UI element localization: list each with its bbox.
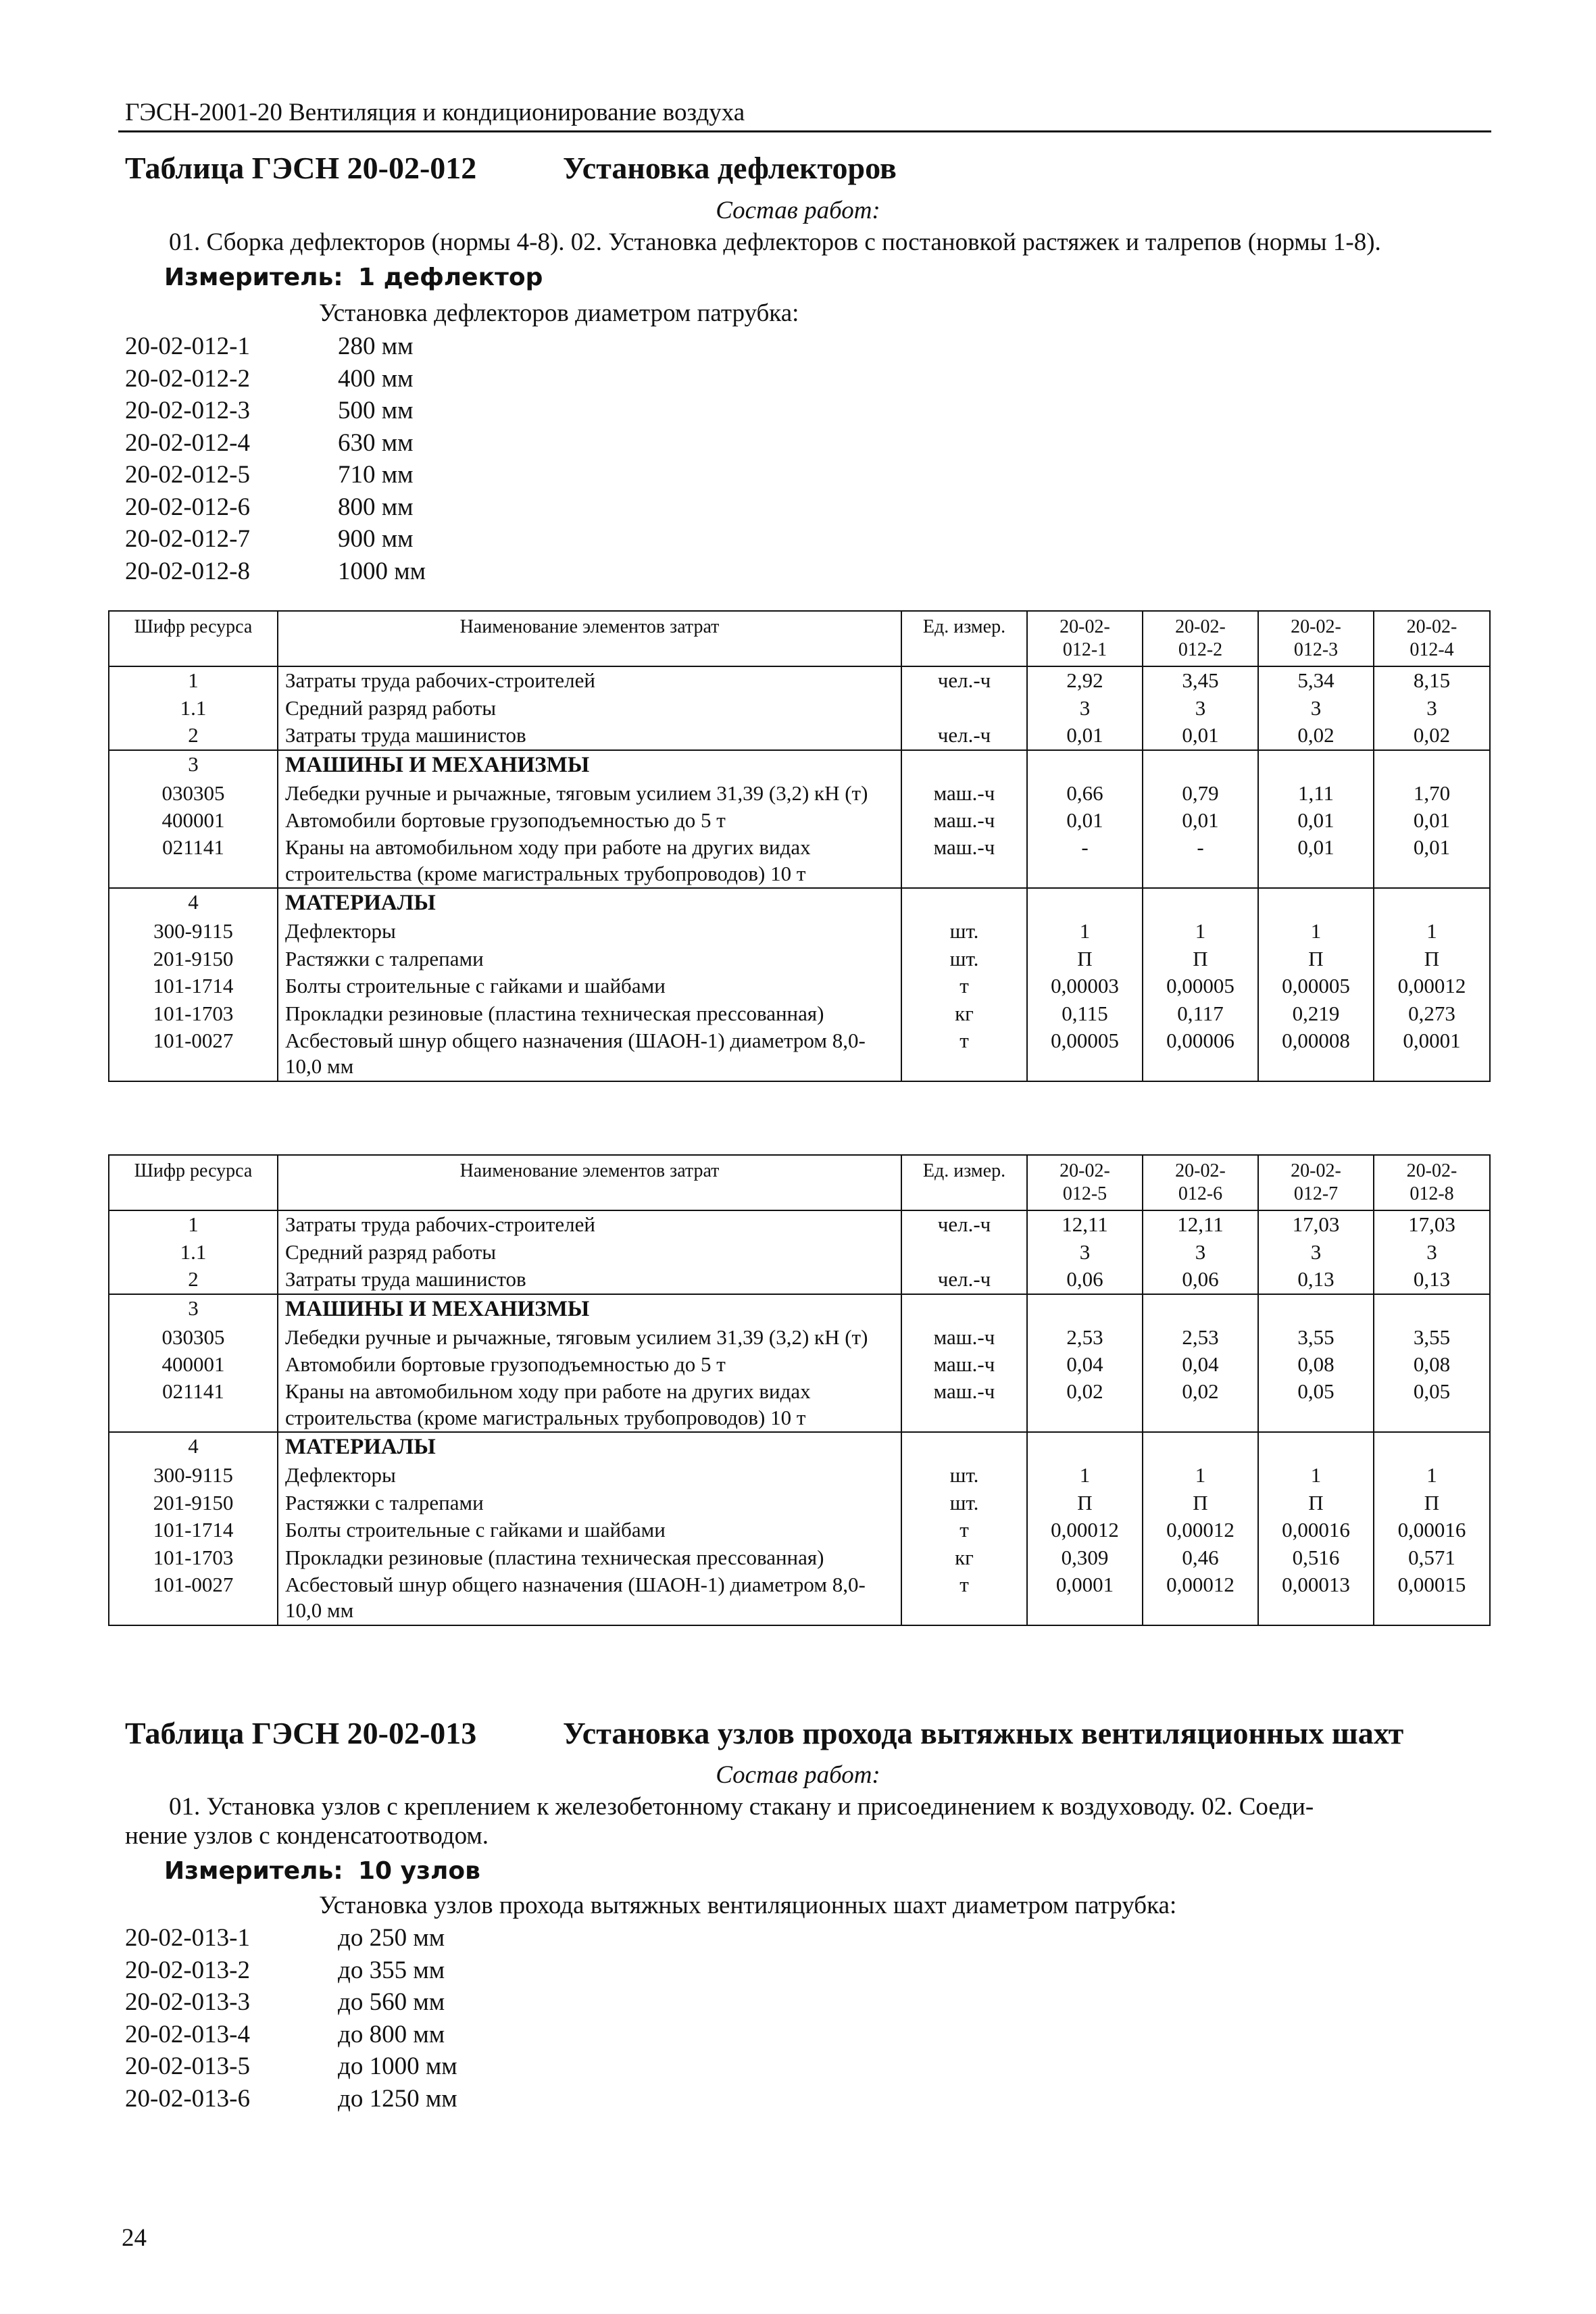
- norm-code: 20-02-012-7: [125, 525, 250, 553]
- work-caption-013: Состав работ:: [716, 1761, 880, 1789]
- cell-resource-name: Средний разряд работы: [278, 695, 901, 722]
- cell-value: 0,00012: [1143, 1517, 1258, 1544]
- table-title-013: Установка узлов прохода вытяжных вентиляционных шахт: [563, 1716, 1404, 1750]
- norm-code: 20-02-012-6: [125, 493, 250, 521]
- norm-size: до 250 мм: [338, 1924, 445, 1952]
- cell-value: 0,04: [1143, 1351, 1258, 1378]
- cell-value: П: [1143, 945, 1258, 973]
- cell-resource-code: 101-0027: [109, 1027, 278, 1081]
- cell-value: 0,66: [1027, 780, 1143, 807]
- cell-value: 1: [1374, 918, 1490, 945]
- col-header-norm-3: 20-02- 012-3: [1258, 611, 1374, 666]
- cell-value: 0,00005: [1027, 1027, 1143, 1081]
- cell-value: 3: [1143, 1239, 1258, 1266]
- cell-value: П: [1027, 1490, 1143, 1517]
- table-row: [109, 973, 1490, 1000]
- cell-value: 17,03: [1374, 1210, 1490, 1238]
- cell-unit: [901, 1432, 1027, 1462]
- table-row: [109, 807, 1490, 834]
- cell-value: 0,117: [1143, 1000, 1258, 1027]
- cell-value: 3: [1143, 695, 1258, 722]
- cell-unit: шт.: [901, 945, 1027, 973]
- cell-value: 0,00015: [1374, 1571, 1490, 1625]
- cell-value: 8,15: [1374, 666, 1490, 694]
- cell-resource-name: Затраты труда рабочих-строителей: [278, 1210, 901, 1238]
- cell-resource-code: 3: [109, 750, 278, 780]
- cell-value: [1374, 750, 1490, 780]
- cell-value: 12,11: [1143, 1210, 1258, 1238]
- norm-size: до 355 мм: [338, 1956, 445, 1984]
- cell-resource-code: 400001: [109, 807, 278, 834]
- cell-resource-code: 300-9115: [109, 1462, 278, 1489]
- cell-value: П: [1027, 945, 1143, 973]
- col-header-norm-2: 20-02- 012-6: [1143, 1155, 1258, 1210]
- cell-value: 3,55: [1374, 1324, 1490, 1351]
- cell-value: 0,01: [1374, 834, 1490, 888]
- cell-value: 3,55: [1258, 1324, 1374, 1351]
- norm-size: до 1000 мм: [338, 2052, 457, 2080]
- cell-value: 0,01: [1143, 807, 1258, 834]
- cell-value: 1: [1374, 1462, 1490, 1489]
- cell-value: 0,02: [1258, 722, 1374, 749]
- norm-code: 20-02-012-4: [125, 428, 250, 457]
- cell-unit: кг: [901, 1000, 1027, 1027]
- cell-value: 0,01: [1374, 807, 1490, 834]
- table-row: [109, 666, 1490, 694]
- cell-resource-code: 2: [109, 1266, 278, 1294]
- cell-resource-code: 400001: [109, 1351, 278, 1378]
- cell-unit: шт.: [901, 918, 1027, 945]
- cell-value: 0,00012: [1374, 973, 1490, 1000]
- table-row: [109, 1351, 1490, 1378]
- col-header-code: Шифр ресурса: [109, 1155, 278, 1210]
- cell-value: 0,516: [1258, 1544, 1374, 1571]
- cell-value: 0,08: [1258, 1351, 1374, 1378]
- cell-unit: маш.-ч: [901, 780, 1027, 807]
- cell-unit: маш.-ч: [901, 834, 1027, 888]
- table-row: [109, 1324, 1490, 1351]
- cell-value: П: [1374, 945, 1490, 973]
- work-caption-012: Состав работ:: [716, 197, 880, 224]
- cell-unit: кг: [901, 1544, 1027, 1571]
- cell-resource-name: Растяжки с талрепами: [278, 945, 901, 973]
- cell-value: 0,02: [1143, 1378, 1258, 1432]
- col-header-norm-1: 20-02- 012-5: [1027, 1155, 1143, 1210]
- col-header-norm-1: 20-02- 012-1: [1027, 611, 1143, 666]
- cell-value: 0,79: [1143, 780, 1258, 807]
- cell-resource-code: 3: [109, 1294, 278, 1324]
- col-header-norm-2: 20-02- 012-2: [1143, 611, 1258, 666]
- cell-value: 0,309: [1027, 1544, 1143, 1571]
- cell-value: 3: [1258, 695, 1374, 722]
- table-row: [109, 1027, 1490, 1081]
- norm-size: до 560 мм: [338, 1988, 445, 2016]
- cell-value: 1: [1258, 918, 1374, 945]
- norm-code: 20-02-013-6: [125, 2084, 250, 2113]
- cell-value: 0,00012: [1143, 1571, 1258, 1625]
- cell-value: 0,02: [1374, 722, 1490, 749]
- cell-resource-code: 101-1714: [109, 973, 278, 1000]
- cell-resource-name: Автомобили бортовые грузоподъемностью до 5 т: [278, 807, 901, 834]
- col-header-norm-3: 20-02- 012-7: [1258, 1155, 1374, 1210]
- cell-value: [1143, 1432, 1258, 1462]
- cell-resource-code: 1.1: [109, 695, 278, 722]
- cell-resource-name: Дефлекторы: [278, 1462, 901, 1489]
- norm-size: 800 мм: [338, 493, 414, 521]
- table-row: [109, 1266, 1490, 1294]
- cell-unit: маш.-ч: [901, 1324, 1027, 1351]
- work-text-013-line2: нение узлов с конденсатоотводом.: [125, 1822, 489, 1850]
- cell-value: П: [1374, 1490, 1490, 1517]
- table-row: [109, 834, 1490, 888]
- resource-table-a: [108, 610, 1491, 1082]
- cell-value: 12,11: [1027, 1210, 1143, 1238]
- col-header-code: Шифр ресурса: [109, 611, 278, 666]
- cell-value: 0,01: [1027, 807, 1143, 834]
- table-row: [109, 1000, 1490, 1027]
- cell-value: 0,04: [1027, 1351, 1143, 1378]
- norm-code: 20-02-013-5: [125, 2052, 250, 2080]
- norm-code: 20-02-012-3: [125, 397, 250, 424]
- norm-code: 20-02-012-5: [125, 461, 250, 489]
- cell-resource-name: Дефлекторы: [278, 918, 901, 945]
- cell-value: [1374, 1294, 1490, 1324]
- norm-code: 20-02-013-2: [125, 1956, 250, 1984]
- cell-resource-code: 4: [109, 888, 278, 918]
- table-label-013: Таблица ГЭСН 20-02-013: [125, 1716, 477, 1750]
- cell-resource-name: МАШИНЫ И МЕХАНИЗМЫ: [278, 750, 901, 780]
- cell-value: -: [1143, 834, 1258, 888]
- cell-value: 0,00016: [1374, 1517, 1490, 1544]
- cell-value: [1258, 1294, 1374, 1324]
- cell-resource-code: 4: [109, 1432, 278, 1462]
- cell-resource-name: Затраты труда машинистов: [278, 1266, 901, 1294]
- norm-size: 630 мм: [338, 428, 414, 457]
- table-row: [109, 945, 1490, 973]
- cell-resource-name: Затраты труда машинистов: [278, 722, 901, 749]
- cell-unit: [901, 1239, 1027, 1266]
- cell-value: [1374, 1432, 1490, 1462]
- cell-resource-code: 201-9150: [109, 945, 278, 973]
- cell-value: 0,00008: [1258, 1027, 1374, 1081]
- cell-unit: т: [901, 1027, 1027, 1081]
- cell-unit: [901, 750, 1027, 780]
- running-header: ГЭСН-2001-20 Вентиляция и кондиционирование воздуха: [125, 99, 745, 126]
- cell-value: 0,01: [1258, 807, 1374, 834]
- table-row: [109, 1462, 1490, 1489]
- cell-value: 2,92: [1027, 666, 1143, 694]
- table-row: [109, 1294, 1490, 1324]
- cell-resource-code: 030305: [109, 1324, 278, 1351]
- norm-code: 20-02-013-3: [125, 1988, 250, 2016]
- cell-value: [1143, 1294, 1258, 1324]
- cell-value: [1027, 750, 1143, 780]
- cell-unit: чел.-ч: [901, 1210, 1027, 1238]
- col-header-name: Наименование элементов затрат: [278, 1155, 901, 1210]
- cell-resource-code: 1: [109, 666, 278, 694]
- cell-resource-name: Болты строительные с гайками и шайбами: [278, 973, 901, 1000]
- cell-value: -: [1027, 834, 1143, 888]
- cell-value: 0,06: [1143, 1266, 1258, 1294]
- table-row: [109, 1239, 1490, 1266]
- norm-size: 710 мм: [338, 461, 414, 489]
- work-text-012: 01. Сборка дефлекторов (нормы 4-8). 02. Установка дефлекторов с постановкой растяжек и талрепов (нормы 1-8).: [169, 228, 1381, 256]
- cell-resource-name: Лебедки ручные и рычажные, тяговым усилием 31,39 (3,2) кН (т): [278, 1324, 901, 1351]
- cell-resource-name: Прокладки резиновые (пластина техническая прессованная): [278, 1544, 901, 1571]
- table-row: [109, 1571, 1490, 1625]
- cell-resource-code: 1.1: [109, 1239, 278, 1266]
- cell-value: 0,00006: [1143, 1027, 1258, 1081]
- cell-value: 2,53: [1027, 1324, 1143, 1351]
- cell-value: [1374, 888, 1490, 918]
- norm-size: 500 мм: [338, 397, 414, 424]
- cell-resource-name: Растяжки с талрепами: [278, 1490, 901, 1517]
- cell-resource-code: 101-1703: [109, 1000, 278, 1027]
- cell-value: 1,11: [1258, 780, 1374, 807]
- cell-value: 2,53: [1143, 1324, 1258, 1351]
- cell-value: 3,45: [1143, 666, 1258, 694]
- cell-unit: чел.-ч: [901, 722, 1027, 749]
- table-row: [109, 695, 1490, 722]
- cell-unit: маш.-ч: [901, 1351, 1027, 1378]
- cell-value: 0,08: [1374, 1351, 1490, 1378]
- table-row: [109, 1517, 1490, 1544]
- measure-value-013: 10 узлов: [358, 1857, 480, 1885]
- cell-value: 0,571: [1374, 1544, 1490, 1571]
- cell-value: 0,13: [1374, 1266, 1490, 1294]
- cell-value: 0,0001: [1374, 1027, 1490, 1081]
- norms-intro-012: Установка дефлекторов диаметром патрубка:: [319, 299, 799, 327]
- table-row: [109, 780, 1490, 807]
- cell-value: 1: [1258, 1462, 1374, 1489]
- cell-value: 0,01: [1258, 834, 1374, 888]
- cell-value: 0,00005: [1258, 973, 1374, 1000]
- cell-value: 0,01: [1027, 722, 1143, 749]
- cell-resource-code: 1: [109, 1210, 278, 1238]
- norm-size: 1000 мм: [338, 557, 426, 585]
- norm-size: 280 мм: [338, 333, 414, 360]
- cell-value: П: [1258, 1490, 1374, 1517]
- cell-value: 3: [1374, 695, 1490, 722]
- cell-value: 1: [1143, 1462, 1258, 1489]
- table-row: [109, 722, 1490, 749]
- cell-resource-name: Затраты труда рабочих-строителей: [278, 666, 901, 694]
- col-header-unit: Ед. измер.: [901, 1155, 1027, 1210]
- cell-unit: шт.: [901, 1462, 1027, 1489]
- cell-unit: [901, 888, 1027, 918]
- norm-code: 20-02-013-1: [125, 1924, 250, 1952]
- table-row: [109, 1490, 1490, 1517]
- norm-size-list-012: [338, 330, 426, 587]
- cell-value: 0,00013: [1258, 1571, 1374, 1625]
- norm-code: 20-02-012-1: [125, 333, 250, 360]
- cell-resource-name: Прокладки резиновые (пластина техническая прессованная): [278, 1000, 901, 1027]
- cell-value: 0,00003: [1027, 973, 1143, 1000]
- cell-value: 0,06: [1027, 1266, 1143, 1294]
- cell-unit: маш.-ч: [901, 1378, 1027, 1432]
- cell-unit: чел.-ч: [901, 666, 1027, 694]
- cell-value: [1027, 1294, 1143, 1324]
- cell-resource-name: МАТЕРИАЛЫ: [278, 888, 901, 918]
- measure-label-013: Измеритель:: [164, 1857, 343, 1885]
- cell-value: 0,0001: [1027, 1571, 1143, 1625]
- cell-resource-code: 300-9115: [109, 918, 278, 945]
- table-row: [109, 1210, 1490, 1238]
- cell-unit: чел.-ч: [901, 1266, 1027, 1294]
- cell-value: 0,115: [1027, 1000, 1143, 1027]
- cell-value: [1258, 750, 1374, 780]
- norm-size: 900 мм: [338, 525, 414, 553]
- cell-resource-code: 101-1703: [109, 1544, 278, 1571]
- cell-value: [1258, 1432, 1374, 1462]
- cell-value: 3: [1258, 1239, 1374, 1266]
- page-number: 24: [122, 2224, 147, 2252]
- cell-resource-code: 101-1714: [109, 1517, 278, 1544]
- cell-unit: [901, 1294, 1027, 1324]
- col-header-norm-4: 20-02- 012-4: [1374, 611, 1490, 666]
- cell-resource-name: Средний разряд работы: [278, 1239, 901, 1266]
- table-row: [109, 750, 1490, 780]
- cell-resource-name: Асбестовый шнур общего назначения (ШАОН-1) диаметром 8,0-10,0 мм: [278, 1027, 901, 1081]
- cell-value: 1,70: [1374, 780, 1490, 807]
- col-header-norm-4: 20-02- 012-8: [1374, 1155, 1490, 1210]
- cell-value: 1: [1027, 1462, 1143, 1489]
- cell-resource-name: Краны на автомобильном ходу при работе на других видах строительства (кроме магистральных трубопроводов) 10 т: [278, 834, 901, 888]
- cell-resource-code: 101-0027: [109, 1571, 278, 1625]
- table-title-012: Установка дефлекторов: [563, 151, 897, 185]
- norm-code-list-013: [125, 1922, 250, 2115]
- cell-value: 0,02: [1027, 1378, 1143, 1432]
- cell-value: 0,00005: [1143, 973, 1258, 1000]
- work-text-013-line1: 01. Установка узлов с креплением к железобетонному стакану и присоединением к воздуховоду. 02. Соеди-: [169, 1793, 1314, 1821]
- header-rule: [118, 130, 1491, 132]
- cell-resource-name: Болты строительные с гайками и шайбами: [278, 1517, 901, 1544]
- cell-value: П: [1258, 945, 1374, 973]
- cell-value: 0,46: [1143, 1544, 1258, 1571]
- cell-value: 3: [1027, 695, 1143, 722]
- cell-value: 1: [1143, 918, 1258, 945]
- cell-value: 3: [1374, 1239, 1490, 1266]
- table-row: [109, 918, 1490, 945]
- col-header-name: Наименование элементов затрат: [278, 611, 901, 666]
- cell-resource-code: 2: [109, 722, 278, 749]
- cell-resource-name: Краны на автомобильном ходу при работе на других видах строительства (кроме магистральных трубопроводов) 10 т: [278, 1378, 901, 1432]
- cell-unit: т: [901, 973, 1027, 1000]
- norms-intro-013: Установка узлов прохода вытяжных вентиляционных шахт диаметром патрубка:: [319, 1892, 1177, 1919]
- cell-resource-code: 201-9150: [109, 1490, 278, 1517]
- cell-unit: шт.: [901, 1490, 1027, 1517]
- cell-value: 1: [1027, 918, 1143, 945]
- norm-code-list-012: [125, 330, 250, 587]
- norm-code: 20-02-012-2: [125, 364, 250, 393]
- cell-unit: т: [901, 1571, 1027, 1625]
- cell-value: 0,00016: [1258, 1517, 1374, 1544]
- cell-value: [1027, 1432, 1143, 1462]
- cell-value: 0,219: [1258, 1000, 1374, 1027]
- cell-unit: [901, 695, 1027, 722]
- table-header-row: [109, 1155, 1490, 1210]
- cell-value: 5,34: [1258, 666, 1374, 694]
- cell-value: [1143, 888, 1258, 918]
- measure-value-012: 1 дефлектор: [358, 264, 543, 291]
- cell-unit: маш.-ч: [901, 807, 1027, 834]
- cell-resource-code: 021141: [109, 834, 278, 888]
- norm-size: 400 мм: [338, 364, 414, 393]
- cell-value: 0,273: [1374, 1000, 1490, 1027]
- table-row: [109, 1544, 1490, 1571]
- norm-code: 20-02-012-8: [125, 557, 250, 585]
- cell-value: [1143, 750, 1258, 780]
- norm-code: 20-02-013-4: [125, 2020, 250, 2048]
- cell-value: П: [1143, 1490, 1258, 1517]
- cell-value: 0,05: [1258, 1378, 1374, 1432]
- norm-size: до 800 мм: [338, 2020, 445, 2048]
- cell-value: 3: [1027, 1239, 1143, 1266]
- cell-value: 17,03: [1258, 1210, 1374, 1238]
- norm-size-list-013: [338, 1922, 457, 2115]
- cell-resource-name: МАТЕРИАЛЫ: [278, 1432, 901, 1462]
- norm-size: до 1250 мм: [338, 2084, 457, 2113]
- cell-resource-name: Автомобили бортовые грузоподъемностью до 5 т: [278, 1351, 901, 1378]
- cell-resource-name: Асбестовый шнур общего назначения (ШАОН-1) диаметром 8,0-10,0 мм: [278, 1571, 901, 1625]
- col-header-unit: Ед. измер.: [901, 611, 1027, 666]
- cell-resource-name: МАШИНЫ И МЕХАНИЗМЫ: [278, 1294, 901, 1324]
- table-row: [109, 1432, 1490, 1462]
- cell-unit: т: [901, 1517, 1027, 1544]
- table-header-row: [109, 611, 1490, 666]
- cell-value: 0,05: [1374, 1378, 1490, 1432]
- table-label-012: Таблица ГЭСН 20-02-012: [125, 151, 477, 185]
- cell-resource-code: 030305: [109, 780, 278, 807]
- measure-label-012: Измеритель:: [164, 264, 343, 291]
- cell-value: 0,13: [1258, 1266, 1374, 1294]
- table-row: [109, 888, 1490, 918]
- resource-table-b: [108, 1154, 1491, 1626]
- cell-resource-name: Лебедки ручные и рычажные, тяговым усилием 31,39 (3,2) кН (т): [278, 780, 901, 807]
- cell-value: 0,01: [1143, 722, 1258, 749]
- cell-value: 0,00012: [1027, 1517, 1143, 1544]
- cell-value: [1027, 888, 1143, 918]
- table-row: [109, 1378, 1490, 1432]
- cell-resource-code: 021141: [109, 1378, 278, 1432]
- cell-value: [1258, 888, 1374, 918]
